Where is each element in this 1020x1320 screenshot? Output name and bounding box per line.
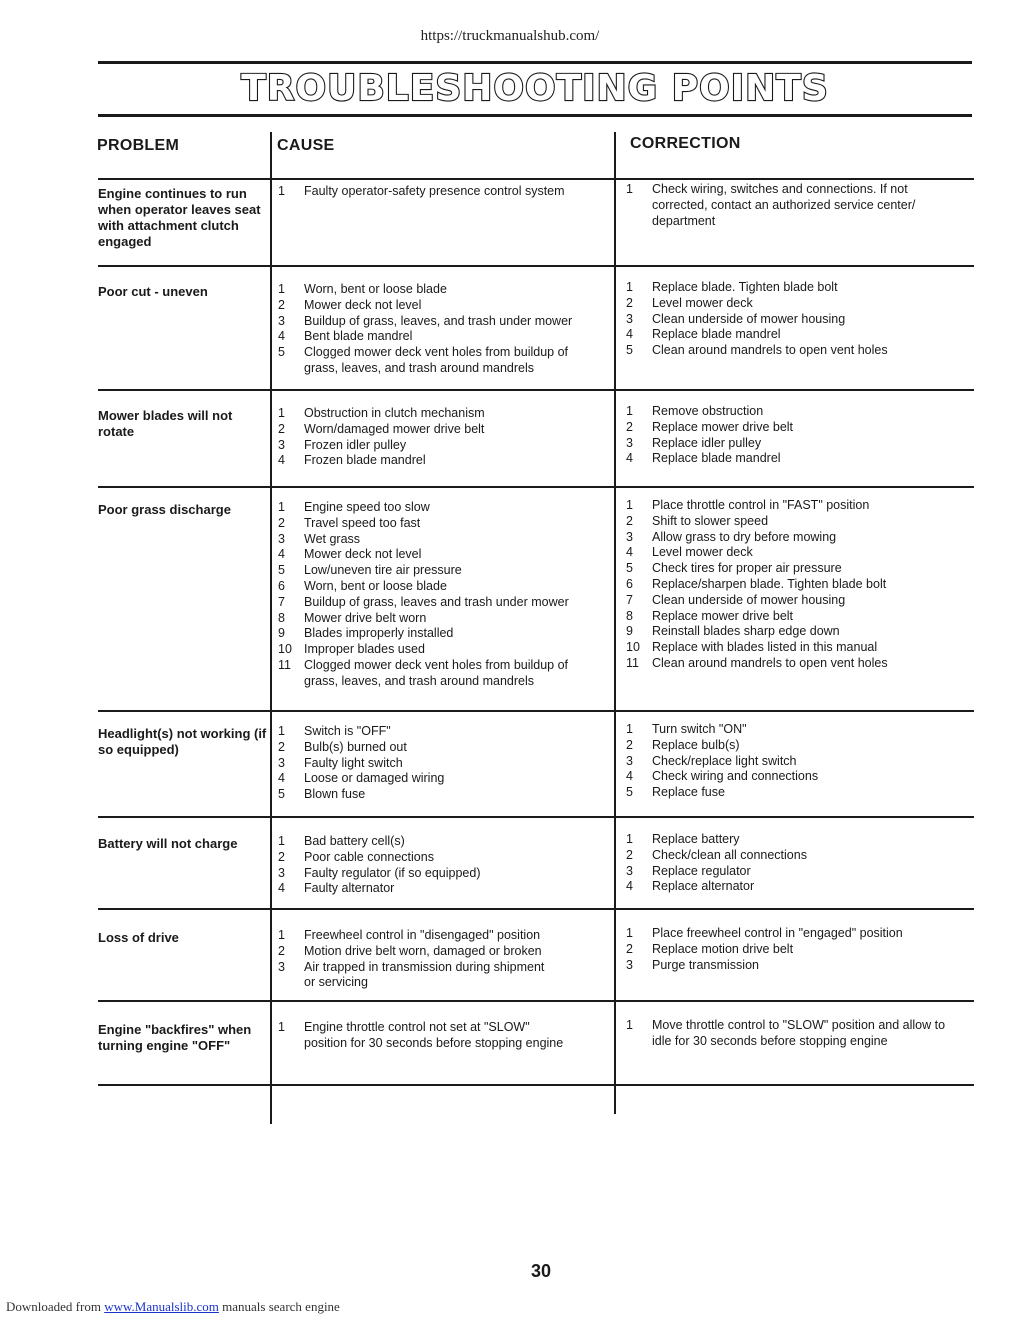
cause-text: Blown fuse: [304, 787, 366, 802]
cause-text: Switch is "OFF": [304, 724, 391, 738]
download-footer: [6, 1299, 340, 1315]
correction-item: [626, 296, 926, 312]
item-number: 3: [626, 435, 633, 450]
correction-item: [626, 343, 926, 359]
item-number: 1: [278, 282, 285, 296]
correction-text: Replace mower drive belt: [652, 419, 794, 434]
item-number: 4: [278, 329, 285, 344]
correction-text: Replace blade mandrel: [652, 327, 781, 342]
cause-text: Bent blade mandrel: [304, 329, 413, 344]
manualslib-link[interactable]: www.Manualslib.com: [104, 1299, 219, 1314]
item-number: 3: [278, 437, 285, 452]
item-number: 8: [626, 608, 633, 623]
cause-item: [278, 579, 578, 595]
correction-text: Purge transmission: [652, 957, 759, 972]
cause-item: [278, 771, 578, 787]
cause-item: [278, 960, 558, 992]
item-number: 3: [626, 863, 633, 878]
cause-text: Bad battery cell(s): [304, 834, 405, 848]
cause-item: [278, 1020, 568, 1052]
cause-item: [278, 453, 578, 469]
correction-item: [626, 942, 926, 958]
cause-text: Blades improperly installed: [304, 626, 454, 641]
cause-item: [278, 422, 578, 438]
item-number: 11: [626, 655, 639, 670]
cause-text: Faulty alternator: [304, 881, 395, 896]
item-number: 8: [278, 610, 285, 625]
cause-text: Low/uneven tire air pressure: [304, 563, 462, 578]
correction-text: Replace idler pulley: [652, 435, 762, 450]
row-divider: [98, 908, 974, 910]
cause-list: [278, 282, 578, 377]
correction-text: Replace with blades listed in this manual: [652, 640, 878, 655]
header-correction: CORRECTION: [630, 135, 741, 152]
item-number: 4: [626, 545, 633, 560]
correction-text: Check wiring, switches and connections. If not corrected, contact an authorized service center/ department: [652, 182, 916, 228]
item-number: 1: [626, 722, 633, 736]
correction-text: Level mower deck: [652, 545, 753, 560]
cause-item: [278, 642, 578, 658]
correction-item: [626, 738, 926, 754]
item-number: 1: [626, 182, 633, 196]
correction-item: [626, 182, 926, 229]
correction-item: [626, 722, 926, 738]
cause-item: [278, 595, 578, 611]
item-number: 2: [278, 739, 285, 754]
item-number: 4: [626, 327, 633, 342]
item-number: 1: [278, 928, 285, 942]
item-number: 2: [278, 515, 285, 530]
row-divider: [98, 1000, 974, 1002]
cause-item: [278, 329, 578, 345]
correction-item: [626, 958, 926, 974]
cause-text: Wet grass: [304, 531, 361, 546]
cause-text: Worn, bent or loose blade: [304, 282, 447, 296]
item-number: 4: [626, 879, 633, 894]
item-number: 4: [278, 547, 285, 562]
correction-item: [626, 593, 926, 609]
cause-list: [278, 406, 578, 469]
cause-item: [278, 282, 578, 298]
correction-item: [626, 436, 926, 452]
correction-text: Place throttle control in "FAST" position: [652, 498, 870, 512]
cause-item: [278, 658, 578, 690]
correction-text: Check/clean all connections: [652, 847, 807, 862]
correction-item: [626, 577, 926, 593]
problem-text: Headlight(s) not working (if so equipped): [98, 726, 267, 757]
cause-list: [278, 1020, 568, 1052]
row-divider: [98, 1084, 974, 1086]
cause-text: Engine throttle control not set at "SLOW" position for 30 seconds before stopping engine: [304, 1020, 564, 1050]
cause-list: [278, 724, 578, 803]
problem-text: Battery will not charge: [98, 836, 238, 851]
row-divider: [98, 710, 974, 712]
header-problem: PROBLEM: [97, 137, 180, 154]
correction-text: Replace blade. Tighten blade bolt: [652, 280, 838, 294]
item-number: 5: [626, 343, 633, 358]
source-url: https://truckmanualshub.com/: [420, 28, 600, 44]
cause-text: Worn, bent or loose blade: [304, 578, 447, 593]
item-number: 1: [626, 498, 633, 512]
cause-text: Motion drive belt worn, damaged or broken: [304, 943, 542, 958]
cause-text: Loose or damaged wiring: [304, 771, 445, 786]
correction-item: [626, 879, 926, 895]
correction-text: Replace battery: [652, 832, 740, 846]
item-number: 3: [626, 529, 633, 544]
item-number: 1: [278, 184, 285, 198]
cause-text: Travel speed too fast: [304, 515, 421, 530]
cause-item: [278, 626, 578, 642]
item-number: 1: [626, 926, 633, 940]
item-number: 2: [278, 421, 285, 436]
correction-list: [626, 1018, 946, 1050]
item-number: 1: [278, 724, 285, 738]
correction-item: [626, 785, 926, 801]
correction-text: Replace blade mandrel: [652, 451, 781, 466]
item-number: 3: [626, 311, 633, 326]
correction-text: Clean around mandrels to open vent holes: [652, 655, 888, 670]
correction-text: Replace alternator: [652, 879, 755, 894]
correction-text: Place freewheel control in "engaged" position: [652, 926, 903, 940]
cause-text: Faulty light switch: [304, 755, 403, 770]
item-number: 5: [278, 563, 285, 578]
problem-text: Engine "backfires" when turning engine "OFF": [98, 1022, 252, 1053]
cause-list: [278, 500, 578, 690]
item-number: 9: [278, 626, 285, 641]
correction-item: [626, 451, 926, 467]
correction-item: [626, 545, 926, 561]
cause-item: [278, 724, 578, 740]
correction-text: Replace motion drive belt: [652, 941, 794, 956]
item-number: 1: [278, 1020, 285, 1034]
cause-item: [278, 834, 578, 850]
correction-item: [626, 530, 926, 546]
cause-item: [278, 611, 578, 627]
correction-item: [626, 327, 926, 343]
correction-item: [626, 1018, 946, 1050]
item-number: 4: [278, 453, 285, 468]
cause-item: [278, 345, 578, 377]
cause-item: [278, 406, 578, 422]
item-number: 10: [626, 640, 640, 655]
item-number: 7: [626, 592, 633, 607]
cause-item: [278, 928, 558, 944]
item-number: 2: [278, 297, 285, 312]
item-number: 2: [278, 943, 285, 958]
cause-item: [278, 563, 578, 579]
cause-item: [278, 866, 578, 882]
correction-item: [626, 561, 926, 577]
cause-text: Obstruction in clutch mechanism: [304, 406, 485, 420]
item-number: 1: [626, 832, 633, 846]
correction-text: Reinstall blades sharp edge down: [652, 624, 840, 639]
correction-item: [626, 498, 926, 514]
item-number: 4: [278, 771, 285, 786]
item-number: 2: [626, 419, 633, 434]
problem-text: Poor grass discharge: [98, 502, 231, 517]
cause-text: Air trapped in transmission during shipment or servicing: [304, 959, 545, 990]
item-number: 1: [278, 834, 285, 848]
cause-item: [278, 756, 578, 772]
item-number: 4: [626, 451, 633, 466]
correction-item: [626, 656, 926, 672]
correction-text: Replace/sharpen blade. Tighten blade bolt: [652, 576, 887, 591]
correction-list: [626, 404, 926, 467]
correction-item: [626, 609, 926, 625]
cause-text: Engine speed too slow: [304, 500, 430, 514]
cause-text: Worn/damaged mower drive belt: [304, 421, 485, 436]
item-number: 7: [278, 594, 285, 609]
cause-item: [278, 787, 578, 803]
row-divider: [98, 389, 974, 391]
item-number: 5: [278, 787, 285, 802]
correction-item: [626, 420, 926, 436]
cause-text: Mower deck not level: [304, 547, 422, 562]
cause-text: Mower drive belt worn: [304, 610, 427, 625]
page-number: 30: [530, 1261, 552, 1281]
cause-text: Clogged mower deck vent holes from buildup of grass, leaves, and trash around mandrels: [304, 345, 569, 375]
problem-text: Engine continues to run when operator leaves seat with attachment clutch engaged: [98, 186, 261, 249]
page-title: TROUBLESHOOTING POINTS: [241, 68, 829, 109]
item-number: 3: [626, 957, 633, 972]
correction-item: [626, 754, 926, 770]
cause-item: [278, 438, 578, 454]
correction-item: [626, 926, 926, 942]
item-number: 1: [278, 500, 285, 514]
cause-text: Faulty operator-safety presence control system: [304, 184, 565, 198]
correction-list: [626, 926, 926, 973]
row-divider: [98, 178, 974, 180]
correction-text: Level mower deck: [652, 295, 753, 310]
correction-item: [626, 404, 926, 420]
item-number: 5: [278, 345, 285, 360]
cause-text: Improper blades used: [304, 642, 425, 657]
cause-text: Poor cable connections: [304, 849, 434, 864]
correction-text: Clean around mandrels to open vent holes: [652, 343, 888, 358]
correction-list: [626, 832, 926, 895]
correction-text: Clean underside of mower housing: [652, 592, 846, 607]
item-number: 1: [278, 406, 285, 420]
cause-text: Frozen blade mandrel: [304, 453, 426, 468]
item-number: 2: [626, 941, 633, 956]
correction-item: [626, 624, 926, 640]
correction-text: Replace fuse: [652, 785, 725, 800]
header-cause: CAUSE: [277, 137, 335, 154]
item-number: 2: [626, 847, 633, 862]
item-number: 4: [278, 881, 285, 896]
cause-text: Mower deck not level: [304, 297, 422, 312]
item-number: 1: [626, 404, 633, 418]
column-divider-correction: [614, 132, 616, 1114]
footer-prefix: Downloaded from: [6, 1299, 101, 1314]
cause-text: Freewheel control in "disengaged" position: [304, 928, 541, 942]
correction-text: Check/replace light switch: [652, 753, 797, 768]
row-divider: [98, 265, 974, 267]
correction-text: Turn switch "ON": [652, 722, 747, 736]
cause-item: [278, 500, 578, 516]
title-bottom-rule: [98, 114, 972, 117]
cause-item: [278, 944, 558, 960]
correction-list: [626, 182, 926, 229]
correction-text: Allow grass to dry before mowing: [652, 529, 837, 544]
item-number: 3: [278, 313, 285, 328]
item-number: 1: [626, 280, 633, 294]
correction-item: [626, 832, 926, 848]
problem-text: Poor cut - uneven: [98, 284, 208, 299]
item-number: 5: [626, 785, 633, 800]
item-number: 9: [626, 624, 633, 639]
item-number: 2: [278, 849, 285, 864]
row-divider: [98, 816, 974, 818]
cause-item: [278, 184, 578, 200]
cause-text: Frozen idler pulley: [304, 437, 407, 452]
correction-list: [626, 498, 926, 672]
correction-text: Move throttle control to "SLOW" position and allow to idle for 30 seconds before stopping engine: [652, 1018, 946, 1048]
correction-text: Remove obstruction: [652, 404, 764, 418]
cause-list: [278, 928, 558, 991]
correction-item: [626, 769, 926, 785]
item-number: 6: [626, 576, 633, 591]
cause-list: [278, 834, 578, 897]
correction-list: [626, 280, 926, 359]
item-number: 3: [278, 755, 285, 770]
column-divider-cause: [270, 132, 272, 1124]
item-number: 3: [278, 531, 285, 546]
correction-item: [626, 864, 926, 880]
cause-item: [278, 881, 578, 897]
item-number: 2: [626, 295, 633, 310]
item-number: 2: [626, 737, 633, 752]
title-top-rule: [98, 61, 972, 64]
cause-text: Buildup of grass, leaves and trash under mower: [304, 594, 569, 609]
correction-item: [626, 280, 926, 296]
cause-text: Clogged mower deck vent holes from buildup of grass, leaves, and trash around mandrels: [304, 657, 569, 688]
correction-text: Replace regulator: [652, 863, 751, 878]
cause-item: [278, 850, 578, 866]
problem-text: Loss of drive: [98, 930, 179, 945]
item-number: 11: [278, 657, 291, 672]
row-divider: [98, 486, 974, 488]
cause-text: Buildup of grass, leaves, and trash under mower: [304, 313, 573, 328]
correction-item: [626, 848, 926, 864]
correction-text: Replace bulb(s): [652, 737, 740, 752]
cause-item: [278, 516, 578, 532]
correction-text: Check wiring and connections: [652, 769, 819, 784]
cause-item: [278, 532, 578, 548]
cause-item: [278, 740, 578, 756]
item-number: 1: [626, 1018, 633, 1032]
cause-text: Faulty regulator (if so equipped): [304, 865, 481, 880]
correction-text: Shift to slower speed: [652, 513, 769, 528]
item-number: 3: [278, 865, 285, 880]
correction-item: [626, 312, 926, 328]
correction-item: [626, 514, 926, 530]
cause-text: Bulb(s) burned out: [304, 739, 407, 754]
correction-item: [626, 640, 926, 656]
correction-text: Clean underside of mower housing: [652, 311, 846, 326]
item-number: 10: [278, 642, 292, 657]
correction-list: [626, 722, 926, 801]
item-number: 5: [626, 561, 633, 576]
item-number: 3: [626, 753, 633, 768]
item-number: 4: [626, 769, 633, 784]
cause-list: [278, 184, 578, 200]
correction-text: Check tires for proper air pressure: [652, 561, 842, 576]
problem-text: Mower blades will not rotate: [98, 408, 233, 439]
item-number: 2: [626, 513, 633, 528]
cause-item: [278, 298, 578, 314]
footer-suffix: manuals search engine: [222, 1299, 340, 1314]
cause-item: [278, 547, 578, 563]
correction-text: Replace mower drive belt: [652, 608, 794, 623]
cause-item: [278, 314, 578, 330]
item-number: 6: [278, 578, 285, 593]
item-number: 3: [278, 959, 285, 974]
